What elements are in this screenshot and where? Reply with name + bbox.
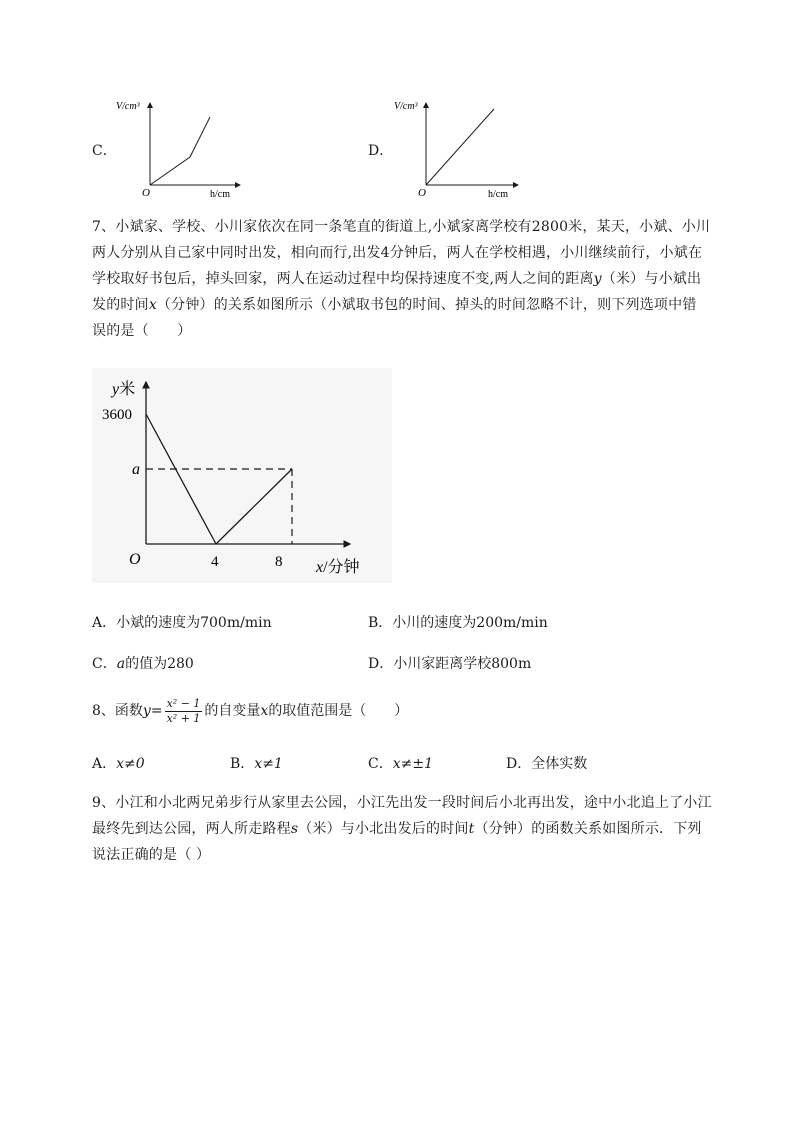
q9-line-3: 说法正确的是（ ）: [92, 847, 211, 863]
q7-distance-time-chart: [92, 368, 392, 583]
y-axis-label: V/cm³: [116, 101, 140, 112]
curve-line: [150, 117, 210, 185]
y-tick-a: a: [132, 461, 140, 478]
x-tick-4: 4: [211, 554, 219, 570]
q7-option-d[interactable]: D．小川家距离学校800m: [368, 656, 532, 672]
q8-option-a[interactable]: A．x≠0: [92, 756, 145, 772]
origin-label: O: [129, 551, 141, 568]
y-axis-label: y米: [112, 381, 136, 398]
q7-line-5: 误的是（ ）: [92, 323, 192, 339]
x-axis-label: h/cm: [210, 189, 230, 200]
x-axis-label: x/分钟: [316, 559, 360, 576]
q8-option-b[interactable]: B．x≠1: [230, 756, 283, 772]
q8-fraction: $\frac{\text{x² − 1}}{\text{x² + 1}}$: [166, 696, 201, 725]
q7-line-2: 两人分别从自己家中同时出发，相向而行,出发4分钟后，两人在学校相遇，小川继续前行，小斌在: [92, 245, 703, 261]
q7-option-a[interactable]: A．小斌的速度为700m/min: [92, 615, 272, 631]
origin-label: O: [418, 187, 426, 199]
q7-line-3: 学校取好书包后，掉头回家，两人在运动过程中均保持速度不变,两人之间的距离y（米）与小斌出: [92, 271, 702, 287]
q7-option-b[interactable]: B．小川的速度为200m/min: [368, 615, 548, 631]
q8-option-d[interactable]: D．全体实数: [506, 756, 588, 772]
y-axis-label: V/cm³: [394, 101, 418, 112]
q9-line-1: 9、小江和小北两兄弟步行从家里去公园，小江先出发一段时间后小北再出发，途中小北追上了小江: [92, 795, 712, 811]
q8-stem: 8、函数y= $\frac{\text{x² − 1}}{\text{x² + 1}}$ 的自变量x的取值范围是（ ）: [92, 696, 409, 725]
x-axis-label: h/cm: [488, 189, 508, 200]
q6-option-d-label: D．: [368, 143, 394, 159]
q7-stem: [92, 214, 732, 344]
q7-option-c[interactable]: C．a的值为280: [92, 656, 194, 672]
curve-line: [426, 109, 494, 185]
q9-line-2: 最终先到达公园，两人所走路程s（米）与小北出发后的时间t（分钟）的函数关系如图所示．下列: [92, 821, 702, 837]
origin-label: O: [142, 187, 150, 199]
q8-option-c[interactable]: C．x≠±1: [368, 756, 433, 772]
y-tick-3600: 3600: [102, 407, 132, 423]
x-tick-8: 8: [275, 554, 283, 570]
q9-stem: [92, 790, 732, 868]
q7-line-1: 7、小斌家、学校、小川家依次在同一条笔直的街道上,小斌家离学校有2800米，某天，小斌、小川: [92, 219, 711, 235]
q7-line-4: 发的时间x（分钟）的关系如图所示（小斌取书包的时间、掉头的时间忽略不计，则下列选项中错: [92, 297, 697, 313]
q6-option-d-graph: [388, 95, 528, 200]
q6-option-c-label: C．: [92, 143, 117, 159]
q6-option-c-graph: [110, 95, 250, 200]
